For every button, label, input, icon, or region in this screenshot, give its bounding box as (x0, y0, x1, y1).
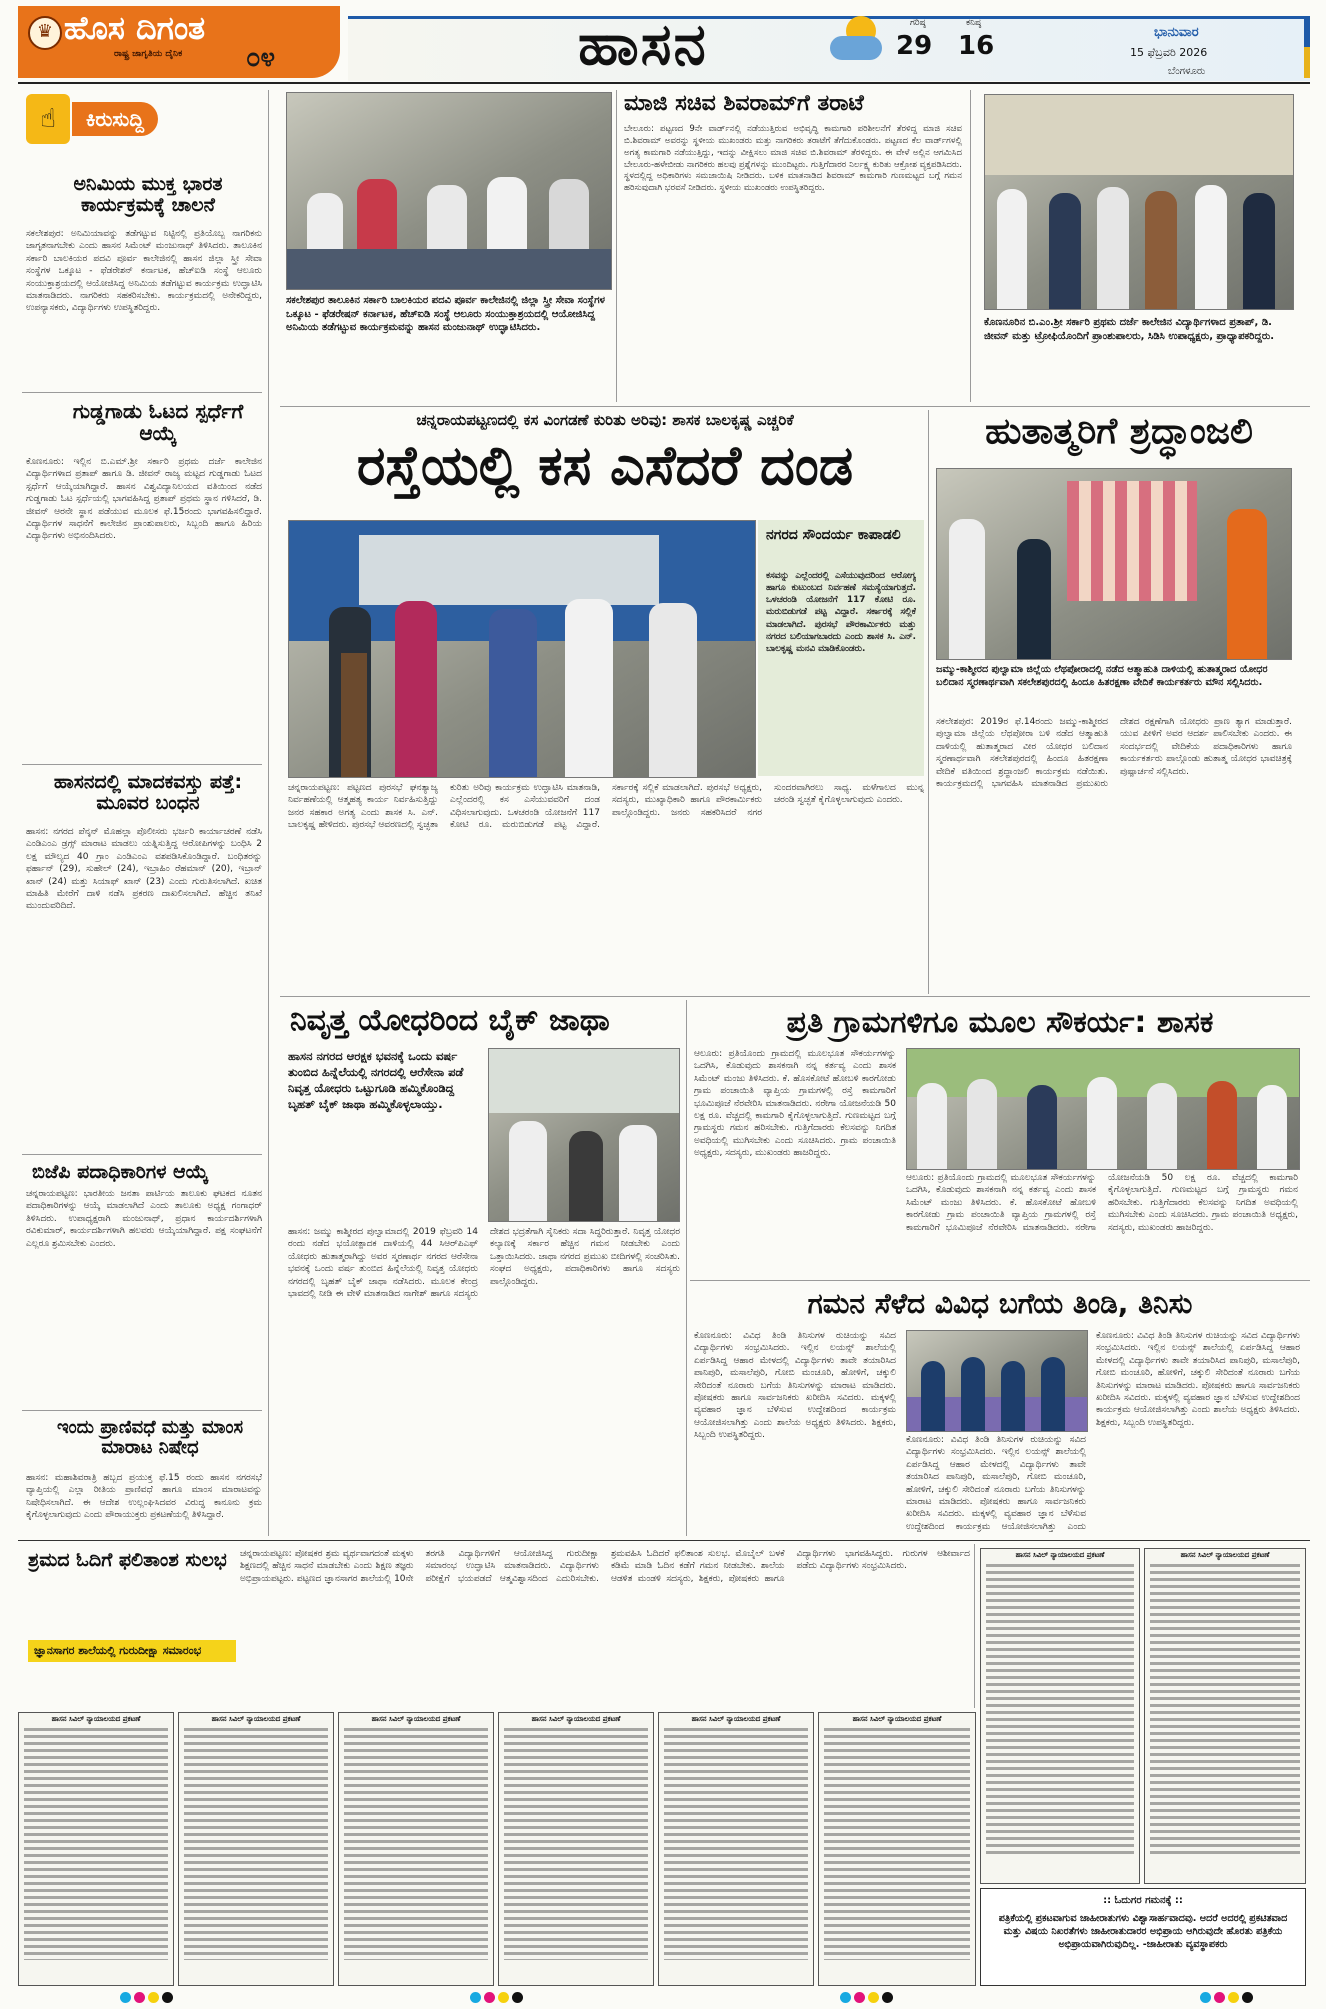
registration-mark (484, 1992, 495, 2003)
konanur-caption: ಕೊಣನೂರಿನ ಬಿ.ಎಂ.ಶ್ರೀ ಸರ್ಕಾರಿ ಪ್ರಥಮ ದರ್ಜೆ ಕಾಲೇಜಿನ ವಿದ್ಯಾರ್ಥಿಗಳಾದ ಪ್ರತಾಪ್, ಡಿ. ಜೀವನ್ ಮತ್ತು ಟ್ರೋಫಿಯೊಂದಿಗೆ ಪ್ರಾಂಶುಪಾಲರು, ಸಿಡಿಸಿ ಉಪಾಧ್ಯಕ್ಷರು, ಪ್ರಾಧ್ಯಾಪಕರಿದ್ದರು. (984, 317, 1275, 342)
registration-mark (162, 1992, 173, 2003)
bike-subhead: ಹಾಸನ ನಗರದ ಆರಕ್ಷಕ ಭವನಕ್ಕೆ ಒಂದು ವರ್ಷ ತುಂಬಿದ ಹಿನ್ನೆಲೆಯಲ್ಲಿ ನಗರದಲ್ಲಿ ಆರೆಸೇನಾ ಪಡೆ ನಿವೃತ್ತ ಯೋಧರು ಒಟ್ಟುಗೂಡಿ ಹಮ್ಮಿಕೊಂಡಿದ್ದ ಬೃಹತ್ ಬೈಕ್ ಜಾಥಾ ಹಮ್ಮಿಕೊಳ್ಳಲಾಯ್ತು. (288, 1049, 464, 1112)
shrama-body: ಚನ್ನರಾಯಪಟ್ಟಣ: ಪೋಷಕರ ಶ್ರಮ ವ್ಯರ್ಥವಾಗದಂತೆ ಮಕ್ಕಳು ಶಿಕ್ಷಣದಲ್ಲಿ ಹೆಚ್ಚಿನ ಸಾಧನೆ ಮಾಡಬೇಕು ಎಂದು ಶಿಕ್ಷಣ ತಜ್ಞರು ಅಭಿಪ್ರಾಯಪಟ್ಟರು. ಪಟ್ಟಣದ ಜ್ಞಾನಸಾಗರ ಶಾಲೆಯಲ್ಲಿ 10ನೇ ತರಗತಿ ವಿದ್ಯಾರ್ಥಿಗಳಿಗೆ ಆಯೋಜಿಸಿದ್ದ ಗುರುದೀಕ್ಷಾ ಸಮಾರಂಭ ಉದ್ಘಾಟಿಸಿ ಮಾತನಾಡಿದರು. ವಿದ್ಯಾರ್ಥಿಗಳು ಪರೀಕ್ಷೆಗೆ ಭಯಪಡದೆ ಆತ್ಮವಿಶ್ವಾಸದಿಂದ ಎದುರಿಸಬೇಕು. ಶ್ರಮವಹಿಸಿ ಓದಿದರೆ ಫಲಿತಾಂಶ ಸುಲಭ. ಮೊಬೈಲ್ ಬಳಕೆ ಕಡಿಮೆ ಮಾಡಿ ಓದಿನ ಕಡೆಗೆ ಗಮನ ನೀಡಬೇಕು. ಶಾಲೆಯ ಆಡಳಿತ ಮಂಡಳಿ ಸದಸ್ಯರು, ಶಿಕ್ಷಕರು, ಪೋಷಕರು ಹಾಗೂ ವಿದ್ಯಾರ್ಥಿಗಳು ಭಾಗವಹಿಸಿದ್ದರು. ಗುರುಗಳ ಆಶೀರ್ವಾದ ಪಡೆದು ವಿದ್ಯಾರ್ಥಿಗಳು ಸಂಭ್ರಮಿಸಿದರು. (240, 1549, 970, 1584)
brief-2-headline: ಗುಡ್ಡಗಾಡು ಓಟದ ಸ್ಪರ್ಧೆಗೆ ಆಯ್ಕೆ (72, 399, 244, 446)
brief-5-body: ಹಾಸನ: ಮಹಾಶಿವರಾತ್ರಿ ಹಬ್ಬದ ಪ್ರಯುಕ್ತ ಫೆ.15 ರಂದು ಹಾಸನ ನಗರಸಭೆ ವ್ಯಾಪ್ತಿಯಲ್ಲಿ ಎಲ್ಲಾ ರೀತಿಯ ಪ್ರಾಣಿವಧೆ ಹಾಗೂ ಮಾಂಸ ಮಾರಾಟವನ್ನು ನಿಷೇಧಿಸಲಾಗಿದೆ. ಈ ಆದೇಶ ಉಲ್ಲಂಘಿಸಿದವರ ವಿರುದ್ಧ ಕಾನೂನು ಕ್ರಮ ಕೈಗೊಳ್ಳಲಾಗುವುದು ಎಂದು ಪೌರಾಯುಕ್ತರು ಪ್ರಕಟಣೆಯಲ್ಲಿ ತಿಳಿಸಿದ್ದಾರೆ. (26, 1473, 262, 1521)
food-photo (906, 1330, 1088, 1432)
kirusuddi-label: ಕಿರುಸುದ್ದಿ (72, 102, 158, 136)
tribute-caption: ಜಮ್ಮು-ಕಾಶ್ಮೀರದ ಪುಲ್ವಾಮಾ ಜಿಲ್ಲೆಯ ಲೆಥಪೋರಾದಲ್ಲಿ ನಡೆದ ಆತ್ಮಾಹುತಿ ದಾಳಿಯಲ್ಲಿ ಹುತಾತ್ಮರಾದ ಯೋಧರ ಬಲಿದಾನ ಸ್ಮರಣಾರ್ಥವಾಗಿ ಸಕಲೇಶಪುರದಲ್ಲಿ ಹಿಂದೂ ಹಿತರಕ್ಷಣಾ ವೇದಿಕೆ ಕಾರ್ಯಕರ್ತರು ಮೌನ ಸಲ್ಲಿಸಿದರು. (936, 664, 1268, 688)
legal-notice-1 (18, 1712, 174, 1986)
anemia-photo (286, 92, 612, 290)
bike-headline: ನಿವೃತ್ತ ಯೋಧರಿಂದ ಬೈಕ್ ಜಾಥಾ (290, 1003, 610, 1038)
legal-notice-5 (658, 1712, 814, 1986)
village-photo (906, 1048, 1300, 1170)
lamp-icon: ♛ (28, 16, 62, 50)
legal-notice-b-title: ಹಾಸನ ಸಿವಿಲ್ ನ್ಯಾಯಾಲಯದ ಪ್ರಕಟಣೆ (1180, 1551, 1270, 1559)
village-body: ಆಲೂರು: ಪ್ರತಿಯೊಂದು ಗ್ರಾಮದಲ್ಲಿ ಮೂಲಭೂತ ಸೌಕರ್ಯಗಳನ್ನು ಒದಗಿಸಿ, ಕೊಡುವುದು ಶಾಸಕನಾಗಿ ನನ್ನ ಕರ್ತವ್ಯ ಎಂದು ಶಾಸಕ ಸಿಮೆಂಟ್ ಮಂಜು ತಿಳಿಸಿದರು. ಕೆ. ಹೊಸಕೋಟೆ ಹೋಬಳಿ ಕಾರಗೋಡು ಗ್ರಾಮ ಪಂಚಾಯಿತಿ ವ್ಯಾಪ್ತಿಯ ಗ್ರಾಮಗಳಲ್ಲಿ ರಸ್ತೆ ಕಾಮಗಾರಿಗೆ ಭೂಮಿಪೂಜೆ ನೆರವೇರಿಸಿ ಮಾತನಾಡಿದರು. ನರೇಗಾ ಯೋಜನೆಯಡಿ 50 ಲಕ್ಷ ರೂ. ವೆಚ್ಚದಲ್ಲಿ ಕಾಮಗಾರಿ ಕೈಗೊಳ್ಳಲಾಗುತ್ತಿದೆ. ಗುಣಮಟ್ಟದ ಬಗ್ಗೆ ಗ್ರಾಮಸ್ಥರು ಗಮನ ಹರಿಸಬೇಕು. ಗುತ್ತಿಗೆದಾರರು ಕೆಲಸವನ್ನು ನಿಗದಿತ ಅವಧಿಯಲ್ಲಿ ಮುಗಿಸಬೇಕು ಎಂದು ಸೂಚಿಸಿದರು. ಗ್ರಾಮ ಪಂಚಾಯಿತಿ ಅಧ್ಯಕ್ಷರು, ಸದಸ್ಯರು, ಮುಖಂಡರು ಹಾಜರಿದ್ದರು. (694, 1049, 896, 1159)
registration-mark (470, 1992, 481, 2003)
registration-mark (148, 1992, 159, 2003)
color-bar (1304, 16, 1310, 78)
edition-label: ಬೆಂಗಳೂರು (1168, 66, 1206, 77)
brand-name: ಹೊಸ ದಿಗಂತ (64, 9, 206, 47)
lead-sidebox-body: ಕಸವನ್ನು ಎಲ್ಲೆಂದರಲ್ಲಿ ಎಸೆಯುವುದರಿಂದ ಆರೋಗ್ಯ ಹಾಗೂ ಕುಟುಂಬದ ನಿರ್ವಹಣೆ ಸಮಸ್ಯೆಯಾಗುತ್ತದೆ. ಒಳಚರಂಡಿ ಯೋಜನೆಗೆ 117 ಕೋಟಿ ರೂ. ಮರುಬಿಡುಗಡೆ ಪಟ್ಟ ವಿದ್ದಾರೆ. ಸರ್ಕಾರಕ್ಕೆ ಸಲ್ಲಿಕೆ ಮಾಡಲಾಗಿದೆ. ಪುರಸಭೆ ಪೌರಕಾರ್ಮಿಕರು ಮತ್ತು ನಗರದ ಬಲಿಯಾಗಬಾರದು ಎಂದು ಶಾಸಕ ಸಿ. ಎನ್. ಬಾಲಕೃಷ್ಣ ಮನವಿ ಮಾಡಿಕೊಂಡರು. (766, 571, 916, 654)
shivaram-body: ಬೇಲೂರು: ಪಟ್ಟಣದ 9ನೇ ವಾರ್ಡ್‌ನಲ್ಲಿ ನಡೆಯುತ್ತಿರುವ ಅಭಿವೃದ್ಧಿ ಕಾಮಗಾರಿ ಪರಿಶೀಲನೆಗೆ ತೆರಳಿದ್ದ ಮಾಜಿ ಸಚಿವ ಬಿ.ಶಿವರಾಮ್ ಅವರನ್ನು ಸ್ಥಳೀಯ ಮುಖಂಡರು ಮತ್ತು ನಾಗರಿಕರು ತರಾಟೆಗೆ ತೆಗೆದುಕೊಂಡರು. ಪಟ್ಟಣದ ಕೆಲ ವಾರ್ಡ್‌ಗಳಲ್ಲಿ ಅಗತ್ಯ ಕಾಮಗಾರಿ ನಡೆಯುತ್ತಿದ್ದು, ಇದನ್ನು ವೀಕ್ಷಿಸಲು ಮಾಜಿ ಸಚಿವ ಬಿ.ಶಿವರಾಮ್ ತೆರಳಿದ್ದರು. ಈ ವೇಳೆ ಅಲ್ಲಿನ ಆಗಮಿಸಿದ ಬೇಲೂರು-ಹಳೇಬೀಡು ನಾಗರಿಕರು ಹಲವು ಪ್ರಶ್ನೆಗಳನ್ನು ಮುಂದಿಟ್ಟರು. ಗುತ್ತಿಗೆದಾರರ ನಿರ್ಲಕ್ಷ್ಯ ಕುರಿತು ಆಕ್ರೋಶ ವ್ಯಕ್ತಪಡಿಸಿದರು. ಸ್ಥಳದಲ್ಲಿದ್ದ ಅಧಿಕಾರಿಗಳು ಸಮಜಾಯಿಷಿ ನೀಡಿದರು. ಬಳಿಕ ಮಾತನಾಡಿದ ಶಿವರಾಮ್ ಕಾಮಗಾರಿ ಗುಣಮಟ್ಟದ ಬಗ್ಗೆ ಗಮನ ಹರಿಸುವುದಾಗಿ ಭರವಸೆ ನೀಡಿದರು. ಸ್ಥಳೀಯ ಮುಖಂಡರು ಉಪಸ್ಥಿತರಿದ್ದರು. (624, 124, 962, 194)
masthead-rule (18, 82, 1310, 84)
legal-notice-4-title: ಹಾಸನ ಸಿವಿಲ್ ನ್ಯಾಯಾಲಯದ ಪ್ರಕಟಣೆ (531, 1715, 621, 1723)
konanur-photo (984, 94, 1294, 310)
lead-body: ಚನ್ನರಾಯಪಟ್ಟಣ: ಪಟ್ಟಣದ ಪುರಸಭೆ ಘನತ್ಯಾಜ್ಯ ನಿರ್ವಹಣೆಯಲ್ಲಿ ಆತ್ಮಹತ್ಯ ಕಾರ್ಯ ನಿರ್ವಹಿಸುತ್ತಿದ್ದು ಜನರ ಸಹಕಾರ ಅಗತ್ಯ ಎಂದು ಶಾಸಕ ಸಿ. ಎನ್. ಬಾಲಕೃಷ್ಣ ಹೇಳಿದರು. ಪುರಸಭೆ ಆವರಣದಲ್ಲಿ ಸ್ವಚ್ಛತಾ ಕುರಿತು ಅರಿವು ಕಾರ್ಯಕ್ರಮ ಉದ್ಘಾಟಿಸಿ ಮಾತನಾಡಿ, ಎಲ್ಲೆಂದರಲ್ಲಿ ಕಸ ಎಸೆಯುವವರಿಗೆ ದಂಡ ವಿಧಿಸಲಾಗುವುದು. ಒಳಚರಂಡಿ ಯೋಜನೆಗೆ 117 ಕೋಟಿ ರೂ. ಮರುಬಿಡುಗಡೆ ಪಟ್ಟ ವಿದ್ದಾರೆ. ಸರ್ಕಾರಕ್ಕೆ ಸಲ್ಲಿಕೆ ಮಾಡಲಾಗಿದೆ. ಪುರಸಭೆ ಅಧ್ಯಕ್ಷರು, ಸದಸ್ಯರು, ಮುಖ್ಯಾಧಿಕಾರಿ ಹಾಗೂ ಪೌರಕಾರ್ಮಿಕರು ಪಾಲ್ಗೊಂಡಿದ್ದರು. ಜನರು ಸಹಕರಿಸಿದರೆ ನಗರ ಸುಂದರವಾಗಿರಲು ಸಾಧ್ಯ. ಮಳೆಗಾಲದ ಮುನ್ನ ಚರಂಡಿ ಸ್ವಚ್ಛತೆ ಕೈಗೊಳ್ಳಲಾಗುವುದು ಎಂದರು. (288, 783, 924, 831)
max-temp: 29 (896, 31, 933, 61)
brief-4-headline: ಬಿಜೆಪಿ ಪದಾಧಿಕಾರಿಗಳ ಆಯ್ಕೆ (32, 1161, 209, 1183)
readers-notice (980, 1888, 1306, 1986)
brief-2-body: ಕೊಣನೂರು: ಇಲ್ಲಿನ ಬಿ.ಎಮ್.ಶ್ರೀ ಸರ್ಕಾರಿ ಪ್ರಥಮ ದರ್ಜೆ ಕಾಲೇಜಿನ ವಿದ್ಯಾರ್ಥಿಗಳಾದ ಪ್ರತಾಪ್ ಹಾಗೂ ಡಿ. ಜೀವನ್ ರಾಜ್ಯ ಮಟ್ಟದ ಗುಡ್ಡಗಾಡು ಓಟದ ಸ್ಪರ್ಧೆಗೆ ಆಯ್ಕೆಯಾಗಿದ್ದಾರೆ. ಹಾಸನ ವಿಶ್ವವಿದ್ಯಾನಿಲಯದ ವತಿಯಿಂದ ನಡೆದ ಗುಡ್ಡಗಾಡು ಓಟ ಸ್ಪರ್ಧೆಯಲ್ಲಿ ಭಾಗವಹಿಸಿದ್ದ ಪ್ರತಾಪ್ ಪ್ರಥಮ ಸ್ಥಾನ ಗಳಿಸಿದರೆ, ಡಿ. ಜೀವನ್ ಆರನೇ ಸ್ಥಾನ ಪಡೆಯುವ ಮೂಲಕ ಫೆ.15ರಂದು ಭಾಗವಹಿಸಲಿದ್ದಾರೆ. ವಿದ್ಯಾರ್ಥಿಗಳ ಸಾಧನೆಗೆ ಕಾಲೇಜಿನ ಪ್ರಾಂಶುಪಾಲರು, ಸಿಬ್ಬಂದಿ ಹಾಗೂ ಹಿರಿಯ ವಿದ್ಯಾರ್ಥಿಗಳು ಅಭಿನಂದಿಸಿದರು. (26, 457, 262, 542)
bike-body: ಹಾಸನ: ಜಮ್ಮು ಕಾಶ್ಮೀರದ ಪುಲ್ವಾಮಾದಲ್ಲಿ 2019 ಫೆಬ್ರವರಿ 14 ರಂದು ನಡೆದ ಭಯೋತ್ಪಾದಕ ದಾಳಿಯಲ್ಲಿ 44 ಸಿಆರ್‌ಪಿಎಫ್ ಯೋಧರು ಹುತಾತ್ಮರಾಗಿದ್ದು ಅವರ ಸ್ಮರಣಾರ್ಥ ನಗರದ ಆರೆಸೇನಾ ಭವನಕ್ಕೆ ಒಂದು ವರ್ಷ ತುಂಬಿದ ಹಿನ್ನೆಲೆಯಲ್ಲಿ ನಿವೃತ್ತ ಯೋಧರು ನಗರದಲ್ಲಿ ಬೃಹತ್ ಬೈಕ್ ಜಾಥಾ ನಡೆಸಿದರು. ಮೂಲಕ ಕೇಂದ್ರ ಭಾವದಲ್ಲಿ ನೀಡಿ ಈ ವೇಳೆ ಮಾತನಾಡಿದ ನಾಗೇಶ್ ಹಾಗೂ ಸದಸ್ಯರು ದೇಶದ ಭದ್ರತೆಗಾಗಿ ಸೈನಿಕರು ಸದಾ ಸಿದ್ಧರಿರುತ್ತಾರೆ. ನಿವೃತ್ತ ಯೋಧರ ಕಲ್ಯಾಣಕ್ಕೆ ಸರ್ಕಾರ ಹೆಚ್ಚಿನ ಗಮನ ನೀಡಬೇಕು ಎಂದು ಒತ್ತಾಯಿಸಿದರು. ಜಾಥಾ ನಗರದ ಪ್ರಮುಖ ಬೀದಿಗಳಲ್ಲಿ ಸಂಚರಿಸಿತು. ಸಂಘದ ಅಧ್ಯಕ್ಷರು, ಪದಾಧಿಕಾರಿಗಳು ಹಾಗೂ ಸದಸ್ಯರು ಪಾಲ್ಗೊಂಡಿದ್ದರು. (288, 1227, 680, 1300)
registration-mark (498, 1992, 509, 2003)
legal-notice-2 (178, 1712, 334, 1986)
registration-mark (1200, 1992, 1211, 2003)
city-title: ಹಾಸನ (578, 10, 708, 78)
min-temp-label: ಕನಿಷ್ಠ (966, 18, 982, 28)
tribute-headline: ಹುತಾತ್ಮರಿಗೆ ಶ್ರದ್ಧಾಂಜಲಿ (985, 411, 1253, 452)
lead-sidebox-title: ನಗರದ ಸೌಂದರ್ಯ ಕಾಪಾಡಲಿ (766, 527, 901, 543)
food-body-continued: ಕೊಣನೂರು: ವಿವಿಧ ತಿಂಡಿ ತಿನಿಸುಗಳ ರುಚಿಯನ್ನು ಸವಿದ ವಿದ್ಯಾರ್ಥಿಗಳು ಸಂಭ್ರಮಿಸಿದರು. ಇಲ್ಲಿನ ಲಯನ್ಸ್ ಶಾಲೆಯಲ್ಲಿ ಏರ್ಪಡಿಸಿದ್ದ ಆಹಾರ ಮೇಳದಲ್ಲಿ ವಿದ್ಯಾರ್ಥಿಗಳು ತಾವೇ ತಯಾರಿಸಿದ ಪಾನಿಪುರಿ, ಮಸಾಲೆಪುರಿ, ಗೋಬಿ ಮಂಚೂರಿ, ಹೋಳಿಗೆ, ಚಕ್ಕುಲಿ ಸೇರಿದಂತೆ ನೂರಾರು ಬಗೆಯ ತಿನಿಸುಗಳನ್ನು ಮಾರಾಟ ಮಾಡಿದರು. ಪೋಷಕರು ಹಾಗೂ ಸಾರ್ವಜನಿಕರು ಖರೀದಿಸಿ ಸವಿದರು. ಮಕ್ಕಳಲ್ಲಿ ವ್ಯವಹಾರ ಜ್ಞಾನ ಬೆಳೆಸುವ ಉದ್ದೇಶದಿಂದ ಕಾರ್ಯಕ್ರಮ ಆಯೋಜಿಸಲಾಗಿತ್ತು ಎಂದು (906, 1435, 1086, 1532)
shrama-headline: ಶ್ರಮದ ಓದಿಗೆ ಫಲಿತಾಂಶ ಸುಲಭ (28, 1549, 227, 1571)
hand-icon: ☝ (26, 94, 70, 144)
brief-5-headline: ಇಂದು ಪ್ರಾಣಿವಧೆ ಮತ್ತು ಮಾಂಸ ಮಾರಾಟ ನಿಷೇಧ (56, 1417, 244, 1459)
bike-photo (488, 1048, 680, 1222)
legal-notice-4 (498, 1712, 654, 1986)
masthead (18, 6, 1310, 80)
registration-mark (882, 1992, 893, 2003)
registration-mark (120, 1992, 131, 2003)
min-temp: 16 (958, 31, 995, 61)
food-headline: ಗಮನ ಸೆಳೆದ ವಿವಿಧ ಬಗೆಯ ತಿಂಡಿ, ತಿನಿಸು (807, 1287, 1193, 1320)
registration-mark (1214, 1992, 1225, 2003)
brief-1-headline: ಅನಿಮಿಯ ಮುಕ್ತ ಭಾರತ ಕಾರ್ಯಕ್ರಮಕ್ಕೆ ಚಾಲನೆ (73, 173, 223, 217)
registration-mark (1242, 1992, 1253, 2003)
kirusuddi-column (18, 88, 264, 1536)
legal-notice-3 (338, 1712, 494, 1986)
shrama-tag: ಜ್ಞಾನಸಾಗರ ಶಾಲೆಯಲ್ಲಿ ಗುರುದೀಕ್ಷಾ ಸಮಾರಂಭ (28, 1640, 236, 1662)
day-label: ಭಾನುವಾರ (1154, 25, 1199, 40)
legal-notice-b (1144, 1548, 1306, 1884)
readers-notice-text: ಪತ್ರಿಕೆಯಲ್ಲಿ ಪ್ರಕಟವಾಗುವ ಜಾಹೀರಾತುಗಳು ವಿಶ್ವಾಸಾರ್ಹವಾದವು. ಆದರೆ ಅದರಲ್ಲಿ ಪ್ರಕಟಿತವಾದ ಮತ್ತು ವಿಷಯ ನಿಖರತೆಗಳು ಜಾಹೀರಾತುದಾರರ ಅಭಿಪ್ರಾಯ ಆಗಿರುವುದೇ ಹೊರತು ಪತ್ರಿಕೆಯ ಅಭಿಪ್ರಾಯವಾಗಿರುವುದಿಲ್ಲ. -ಜಾಹೀರಾತು ವ್ಯವಸ್ಥಾಪಕರು (998, 1913, 1288, 1950)
anemia-caption: ಸಕಲೇಶಪುರ ತಾಲೂಕಿನ ಸರ್ಕಾರಿ ಬಾಲಕಿಯರ ಪದವಿ ಪೂರ್ವ ಕಾಲೇಜಿನಲ್ಲಿ ಜಿಲ್ಲಾ ಸ್ತ್ರೀ ಸೇವಾ ಸಂಸ್ಥೆಗಳ ಒಕ್ಕೂಟ - ಫೆಡರೇಷನ್ ಕರ್ನಾಟಕ, ಹೆಚ್‌ಐಡಿ ಸಂಸ್ಥೆ ಆಲೂರು ಸಂಯುಕ್ತಾಶ್ರಯದಲ್ಲಿ ಆಯೋಜಿಸಿದ್ದ ಅನಿಮಿಯ ತಡೆಗಟ್ಟುವ ಕಾರ್ಯಕ್ರಮವನ್ನು ಹಾಸನ ಮಂಜುನಾಥ್ ಉದ್ಘಾಟಿಸಿದರು. (286, 295, 605, 333)
registration-mark (1228, 1992, 1239, 2003)
page-number: ೦೪ (246, 43, 276, 73)
brief-3-headline: ಹಾಸನದಲ್ಲಿ ಮಾದಕವಸ್ತು ಪತ್ತೆ: ಮೂವರ ಬಂಧನ (53, 771, 243, 815)
max-temp-label: ಗರಿಷ್ಠ (910, 18, 926, 28)
weather-icon (828, 16, 888, 68)
shivaram-headline: ಮಾಜಿ ಸಚಿವ ಶಿವರಾಮ್‌ಗೆ ತರಾಟೆ (624, 91, 864, 116)
legal-notice-5-title: ಹಾಸನ ಸಿವಿಲ್ ನ್ಯಾಯಾಲಯದ ಪ್ರಕಟಣೆ (691, 1715, 781, 1723)
kirusuddi-badge (26, 94, 226, 146)
brief-1-body: ಸಕಲೇಶಪುರ: ಅನಿಮಿಯಾವನ್ನು ತಡೆಗಟ್ಟುವ ನಿಟ್ಟಿನಲ್ಲಿ ಪ್ರತಿಯೊಬ್ಬ ನಾಗರಿಕನು ಜಾಗೃತನಾಗಬೇಕು ಎಂದು ಹಾಸನ ಸಿಮೆಂಟ್ ಮಂಜುನಾಥ್ ತಿಳಿಸಿದರು. ತಾಲೂಕಿನ ಸರ್ಕಾರಿ ಬಾಲಕಿಯರ ಪದವಿ ಪೂರ್ವ ಕಾಲೇಜಿನಲ್ಲಿ ಹಾಸನ ಜಿಲ್ಲಾ ಸ್ತ್ರೀ ಸೇವಾ ಸಂಸ್ಥೆಗಳ ಒಕ್ಕೂಟ - ಫೆಡರೇಶನ್ ಕರ್ನಾಟಕ, ಹೆಚ್‌ಐಡಿ ಸಂಸ್ಥೆ ಆಲೂರು ಸಂಯುಕ್ತಾಶ್ರಯದಲ್ಲಿ ಆಯೋಜಿಸಿದ್ದ ಅನಿಮಿಯ ತಡೆಗಟ್ಟುವ ಕಾರ್ಯಕ್ರಮ ಉದ್ಘಾಟಿಸಿ ಮಾತನಾಡಿದರು. ನಾಗರಿಕರು ಸಹಕರಿಸಬೇಕು. ಕಾರ್ಯಕ್ರಮದಲ್ಲಿ ಅನೇಕರಿದ್ದರು, ಉಪನ್ಯಾಸಕರು, ವಿದ್ಯಾರ್ಥಿಗಳು ಉಪಸ್ಥಿತರಿದ್ದರು. (26, 229, 262, 314)
legal-notice-a-title: ಹಾಸನ ಸಿವಿಲ್ ನ್ಯಾಯಾಲಯದ ಪ್ರಕಟಣೆ (1015, 1551, 1105, 1559)
readers-notice-title: :: ಓದುಗರ ಗಮನಕ್ಕೆ :: (1103, 1895, 1183, 1906)
tribute-body: ಸಕಲೇಶಪುರ: 2019ರ ಫೆ.14ರಂದು ಜಮ್ಮು-ಕಾಶ್ಮೀರದ ಪುಲ್ವಾಮಾ ಜಿಲ್ಲೆಯ ಲೆಥಪೋರಾ ಬಳಿ ನಡೆದ ಆತ್ಮಾಹುತಿ ದಾಳಿಯಲ್ಲಿ ಹುತಾತ್ಮರಾದ ವೀರ ಯೋಧರ ಬಲಿದಾನ ಸ್ಮರಣಾರ್ಥವಾಗಿ ಸಕಲೇಶಪುರದಲ್ಲಿ ಹಿಂದೂ ಹಿತರಕ್ಷಣಾ ವೇದಿಕೆ ವತಿಯಿಂದ ಶ್ರದ್ಧಾಂಜಲಿ ಕಾರ್ಯಕ್ರಮ ನಡೆಯಿತು. ಕಾರ್ಯಕ್ರಮದಲ್ಲಿ ಭಾಗವಹಿಸಿ ಮಾತನಾಡಿದ ಪ್ರಮುಖರು ದೇಶದ ರಕ್ಷಣೆಗಾಗಿ ಯೋಧರು ಪ್ರಾಣ ತ್ಯಾಗ ಮಾಡುತ್ತಾರೆ. ಯುವ ಪೀಳಿಗೆ ಅವರ ಆದರ್ಶ ಪಾಲಿಸಬೇಕು ಎಂದರು. ಈ ಸಂದರ್ಭದಲ್ಲಿ ವೇದಿಕೆಯ ಪದಾಧಿಕಾರಿಗಳು ಹಾಗೂ ಕಾರ್ಯಕರ್ತರು ಪಾಲ್ಗೊಂಡು ಹುತಾತ್ಮ ಯೋಧರ ಭಾವಚಿತ್ರಕ್ಕೆ ಪುಷ್ಪಾರ್ಚನೆ ಸಲ್ಲಿಸಿದರು. (936, 717, 1292, 790)
registration-mark (868, 1992, 879, 2003)
registration-mark (840, 1992, 851, 2003)
brief-4-body: ಚನ್ನರಾಯಪಟ್ಟಣ: ಭಾರತೀಯ ಜನತಾ ಪಾರ್ಟಿಯ ತಾಲೂಕು ಘಟಕದ ನೂತನ ಪದಾಧಿಕಾರಿಗಳನ್ನು ಆಯ್ಕೆ ಮಾಡಲಾಗಿದೆ ಎಂದು ತಾಲೂಕು ಅಧ್ಯಕ್ಷ ಗಂಗಾಧರ್ ತಿಳಿಸಿದರು. ಉಪಾಧ್ಯಕ್ಷರಾಗಿ ಮಂಜುನಾಥ್, ಪ್ರಧಾನ ಕಾರ್ಯದರ್ಶಿಗಳಾಗಿ ರವಿಕುಮಾರ್, ಕಾರ್ಯದರ್ಶಿಗಳಾಗಿ ಹಲವರು ಆಯ್ಕೆಯಾಗಿದ್ದಾರೆ. ಪಕ್ಷ ಸಂಘಟನೆಗೆ ಎಲ್ಲರೂ ಶ್ರಮಿಸಬೇಕು ಎಂದರು. (26, 1189, 262, 1249)
legal-notice-a (980, 1548, 1140, 1884)
village-body-continued: ಆಲೂರು: ಪ್ರತಿಯೊಂದು ಗ್ರಾಮದಲ್ಲಿ ಮೂಲಭೂತ ಸೌಕರ್ಯಗಳನ್ನು ಒದಗಿಸಿ, ಕೊಡುವುದು ಶಾಸಕನಾಗಿ ನನ್ನ ಕರ್ತವ್ಯ ಎಂದು ಶಾಸಕ ಸಿಮೆಂಟ್ ಮಂಜು ತಿಳಿಸಿದರು. ಕೆ. ಹೊಸಕೋಟೆ ಹೋಬಳಿ ಕಾರಗೋಡು ಗ್ರಾಮ ಪಂಚಾಯಿತಿ ವ್ಯಾಪ್ತಿಯ ಗ್ರಾಮಗಳಲ್ಲಿ ರಸ್ತೆ ಕಾಮಗಾರಿಗೆ ಭೂಮಿಪೂಜೆ ನೆರವೇರಿಸಿ ಮಾತನಾಡಿದರು. ನರೇಗಾ ಯೋಜನೆಯಡಿ 50 ಲಕ್ಷ ರೂ. ವೆಚ್ಚದಲ್ಲಿ ಕಾಮಗಾರಿ ಕೈಗೊಳ್ಳಲಾಗುತ್ತಿದೆ. ಗುಣಮಟ್ಟದ ಬಗ್ಗೆ ಗ್ರಾಮಸ್ಥರು ಗಮನ ಹರಿಸಬೇಕು. ಗುತ್ತಿಗೆದಾರರು ಕೆಲಸವನ್ನು ನಿಗದಿತ ಅವಧಿಯಲ್ಲಿ ಮುಗಿಸಬೇಕು ಎಂದು ಸೂಚಿಸಿದರು. ಗ್ರಾಮ ಪಂಚಾಯಿತಿ ಅಧ್ಯಕ್ಷರು, ಸದಸ್ಯರು, ಮುಖಂಡರು ಹಾಜರಿದ್ದರು. (906, 1173, 1298, 1233)
village-headline: ಪ್ರತಿ ಗ್ರಾಮಗಳಿಗೂ ಮೂಲ ಸೌಕರ್ಯ: ಶಾಸಕ (786, 1005, 1214, 1040)
lead-photo (288, 520, 756, 778)
lead-headline: ರಸ್ತೆಯಲ್ಲಿ ಕಸ ಎಸೆದರೆ ದಂಡ (356, 434, 854, 497)
registration-mark (134, 1992, 145, 2003)
legal-notice-3-title: ಹಾಸನ ಸಿವಿಲ್ ನ್ಯಾಯಾಲಯದ ಪ್ರಕಟಣೆ (371, 1715, 461, 1723)
legal-notice-2-title: ಹಾಸನ ಸಿವಿಲ್ ನ್ಯಾಯಾಲಯದ ಪ್ರಕಟಣೆ (211, 1715, 301, 1723)
registration-mark (854, 1992, 865, 2003)
legal-notice-6 (818, 1712, 976, 1986)
lead-kicker: ಚನ್ನರಾಯಪಟ್ಟಣದಲ್ಲಿ ಕಸ ವಿಂಗಡಣೆ ಕುರಿತು ಅರಿವು: ಶಾಸಕ ಬಾಲಕೃಷ್ಣ ಎಚ್ಚರಿಕೆ (416, 411, 794, 429)
brand-tagline: ರಾಷ್ಟ್ರ ಜಾಗೃತಿಯ ದೈನಿಕ (114, 49, 183, 59)
registration-mark (512, 1992, 523, 2003)
legal-notice-6-title: ಹಾಸನ ಸಿವಿಲ್ ನ್ಯಾಯಾಲಯದ ಪ್ರಕಟಣೆ (852, 1715, 942, 1723)
legal-notice-1-title: ಹಾಸನ ಸಿವಿಲ್ ನ್ಯಾಯಾಲಯದ ಪ್ರಕಟಣೆ (51, 1715, 141, 1723)
food-body-tail: ಕೊಣನೂರು: ವಿವಿಧ ತಿಂಡಿ ತಿನಿಸುಗಳ ರುಚಿಯನ್ನು ಸವಿದ ವಿದ್ಯಾರ್ಥಿಗಳು ಸಂಭ್ರಮಿಸಿದರು. ಇಲ್ಲಿನ ಲಯನ್ಸ್ ಶಾಲೆಯಲ್ಲಿ ಏರ್ಪಡಿಸಿದ್ದ ಆಹಾರ ಮೇಳದಲ್ಲಿ ವಿದ್ಯಾರ್ಥಿಗಳು ತಾವೇ ತಯಾರಿಸಿದ ಪಾನಿಪುರಿ, ಮಸಾಲೆಪುರಿ, ಗೋಬಿ ಮಂಚೂರಿ, ಹೋಳಿಗೆ, ಚಕ್ಕುಲಿ ಸೇರಿದಂತೆ ನೂರಾರು ಬಗೆಯ ತಿನಿಸುಗಳನ್ನು ಮಾರಾಟ ಮಾಡಿದರು. ಪೋಷಕರು ಹಾಗೂ ಸಾರ್ವಜನಿಕರು ಖರೀದಿಸಿ ಸವಿದರು. ಮಕ್ಕಳಲ್ಲಿ ವ್ಯವಹಾರ ಜ್ಞಾನ ಬೆಳೆಸುವ ಉದ್ದೇಶದಿಂದ ಕಾರ್ಯಕ್ರಮ ಆಯೋಜಿಸಲಾಗಿತ್ತು ಎಂದು ಶಾಲೆಯ ಅಧ್ಯಕ್ಷರು ತಿಳಿಸಿದರು. ಶಿಕ್ಷಕರು, ಸಿಬ್ಬಂದಿ ಉಪಸ್ಥಿತರಿದ್ದರು. (1096, 1331, 1300, 1428)
brief-3-body: ಹಾಸನ: ನಗರದ ಪೆನ್ಶನ್ ಮೊಹಲ್ಲಾ ಪೊಲೀಸರು ಭರ್ಜರಿ ಕಾರ್ಯಾಚರಣೆ ನಡೆಸಿ ಎಂಡಿಎಂಎ ಡ್ರಗ್ಸ್ ಮಾರಾಟ ಮಾಡಲು ಯತ್ನಿಸುತ್ತಿದ್ದ ಆರೋಪಿಗಳನ್ನು ಬಂಧಿಸಿ 2 ಲಕ್ಷ ಮೌಲ್ಯದ 40 ಗ್ರಾಂ ಎಂಡಿಎಂಎ ವಶಪಡಿಸಿಕೊಂಡಿದ್ದಾರೆ. ಬಂಧಿತರನ್ನು ಫರ್ಹಾನ್ (29), ಸುಹೇಲ್ (24), ಇಬ್ರಾಹಿಂ ರೆಹಮಾನ್ (20), ಇಬ್ರಾನ್ ಖಾನ್ (24) ಮತ್ತು ಸಿಯಾಫ್ ಖಾನ್ (23) ಎಂದು ಗುರುತಿಸಲಾಗಿದೆ. ಖಚಿತ ಮಾಹಿತಿ ಮೇರೆಗೆ ದಾಳಿ ನಡೆಸಿ ಪ್ರಕರಣ ದಾಖಲಿಸಲಾಗಿದೆ. ಹೆಚ್ಚಿನ ತನಿಖೆ ಮುಂದುವರಿದಿದೆ. (26, 827, 262, 912)
date-label: 15 ಫೆಬ್ರವರಿ 2026 (1130, 46, 1208, 59)
brand-block (18, 6, 340, 78)
lead-sidebox (758, 520, 924, 776)
tribute-photo (936, 468, 1292, 660)
food-body: ಕೊಣನೂರು: ವಿವಿಧ ತಿಂಡಿ ತಿನಿಸುಗಳ ರುಚಿಯನ್ನು ಸವಿದ ವಿದ್ಯಾರ್ಥಿಗಳು ಸಂಭ್ರಮಿಸಿದರು. ಇಲ್ಲಿನ ಲಯನ್ಸ್ ಶಾಲೆಯಲ್ಲಿ ಏರ್ಪಡಿಸಿದ್ದ ಆಹಾರ ಮೇಳದಲ್ಲಿ ವಿದ್ಯಾರ್ಥಿಗಳು ತಾವೇ ತಯಾರಿಸಿದ ಪಾನಿಪುರಿ, ಮಸಾಲೆಪುರಿ, ಗೋಬಿ ಮಂಚೂರಿ, ಹೋಳಿಗೆ, ಚಕ್ಕುಲಿ ಸೇರಿದಂತೆ ನೂರಾರು ಬಗೆಯ ತಿನಿಸುಗಳನ್ನು ಮಾರಾಟ ಮಾಡಿದರು. ಪೋಷಕರು ಹಾಗೂ ಸಾರ್ವಜನಿಕರು ಖರೀದಿಸಿ ಸವಿದರು. ಮಕ್ಕಳಲ್ಲಿ ವ್ಯವಹಾರ ಜ್ಞಾನ ಬೆಳೆಸುವ ಉದ್ದೇಶದಿಂದ ಕಾರ್ಯಕ್ರಮ ಆಯೋಜಿಸಲಾಗಿತ್ತು ಎಂದು ಶಾಲೆಯ ಅಧ್ಯಕ್ಷರು ತಿಳಿಸಿದರು. ಶಿಕ್ಷಕರು, ಸಿಬ್ಬಂದಿ ಉಪಸ್ಥಿತರಿದ್ದರು. (694, 1331, 896, 1441)
